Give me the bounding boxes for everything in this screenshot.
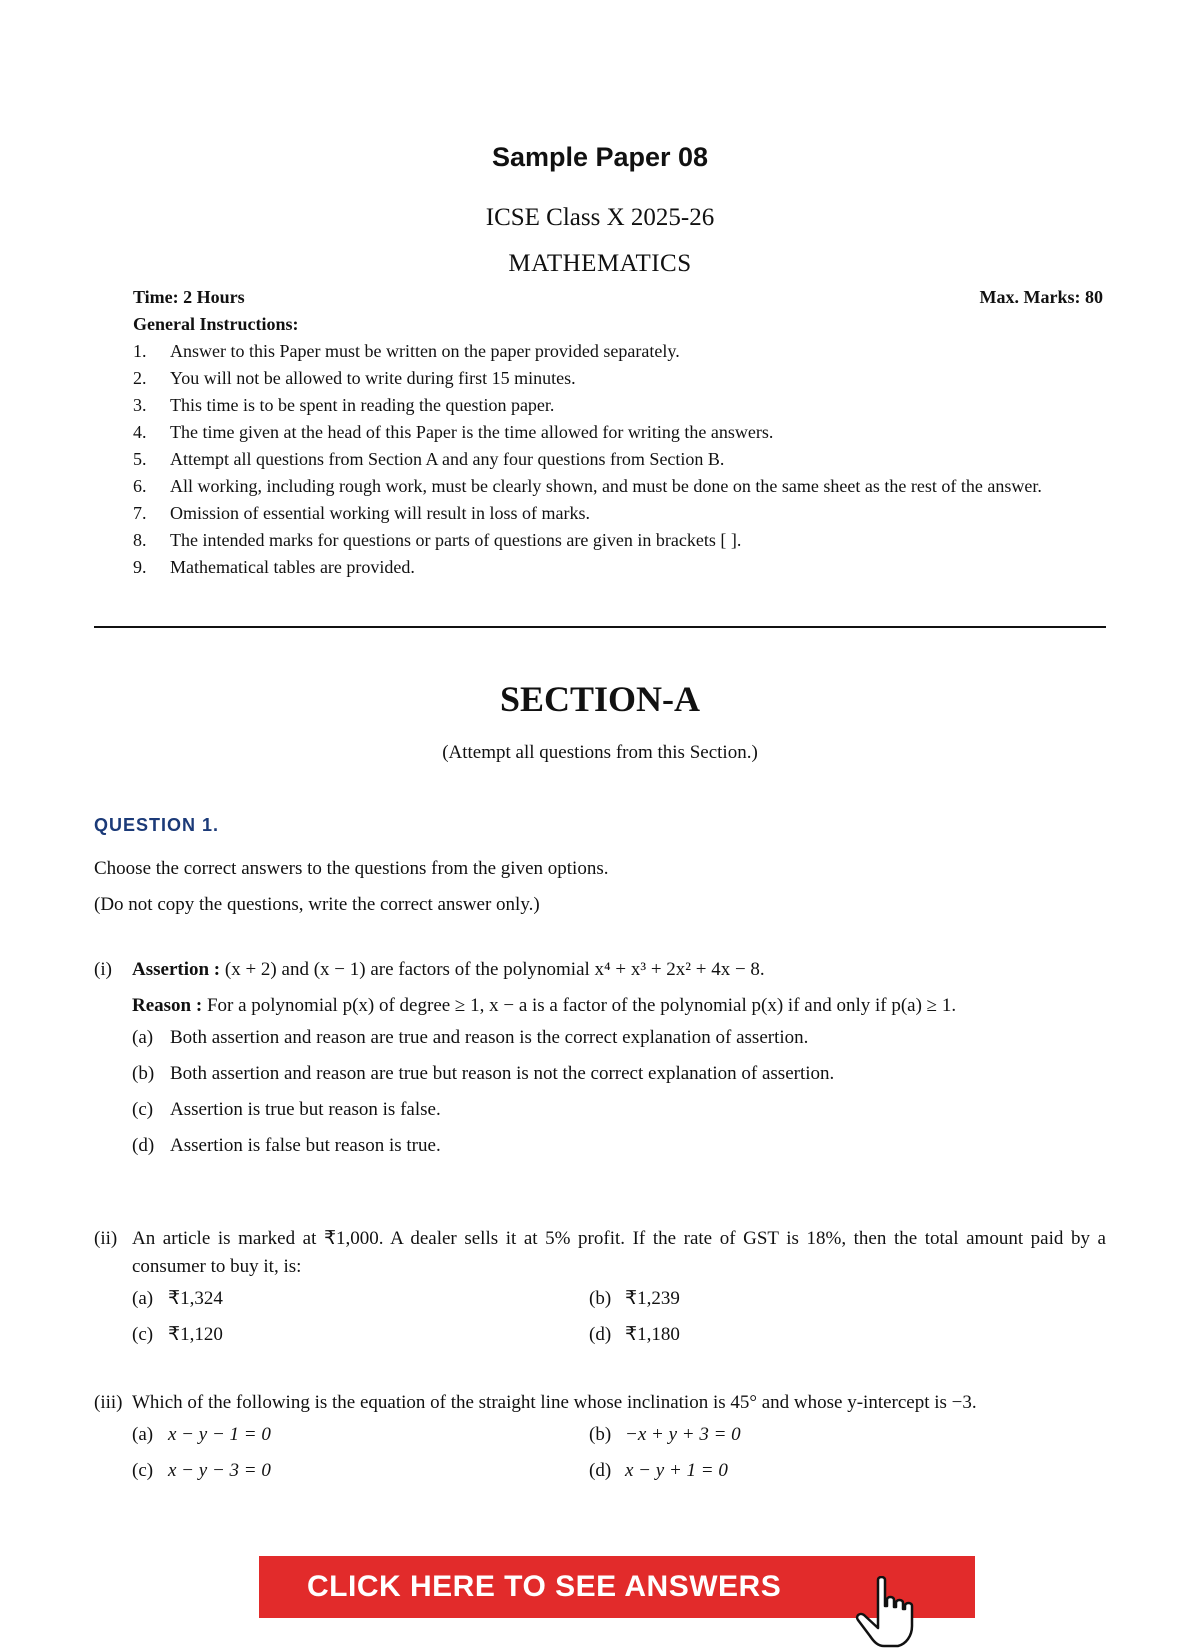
option-list [132, 1281, 1106, 1353]
option: (a) x − y − 1 = 0 [132, 1424, 271, 1445]
time-allowed: Time: 2 Hours [133, 287, 245, 307]
option: (c) ₹1,120 [132, 1324, 223, 1345]
section-subtitle: (Attempt all questions from this Section.) [442, 742, 758, 763]
option-list [132, 1020, 1106, 1164]
question-text: Which of the following is the equation of the straight line whose inclination is 45° and whose y-intercept is −3. [132, 1392, 977, 1413]
question-text: An article is marked at ₹1,000. A dealer sells it at 5% profit. If the rate of GST is 18%, then the total amount paid by a consumer to buy it, is: [132, 1228, 1106, 1277]
pointing-hand-icon[interactable] [848, 1576, 928, 1650]
instruction-item: 9. Mathematical tables are provided. [133, 557, 415, 577]
question-instruction: Choose the correct answers to the questions from the given options. [94, 858, 609, 879]
option: (d) ₹1,180 [589, 1324, 680, 1345]
question-heading: QUESTION 1. [94, 815, 220, 835]
sub-question-number: (iii) [94, 1392, 123, 1413]
instruction-item: 2. You will not be allowed to write during first 15 minutes. [133, 368, 576, 388]
instruction-item: 3. This time is to be spent in reading the question paper. [133, 395, 555, 415]
assertion: Assertion : (x + 2) and (x − 1) are factors of the polynomial x⁴ + x³ + 2x² + 4x − 8. [132, 959, 765, 980]
option: (b) −x + y + 3 = 0 [589, 1424, 741, 1445]
sub-question-number: (ii) [94, 1228, 118, 1249]
class-subtitle: ICSE Class X 2025-26 [485, 204, 715, 231]
max-marks: Max. Marks: 80 [979, 287, 1103, 307]
paper-title: Sample Paper 08 [491, 142, 709, 172]
instruction-item: 4. The time given at the head of this Paper is the time allowed for writing the answers. [133, 422, 774, 442]
exam-meta [133, 287, 1103, 308]
instruction-item: 1. Answer to this Paper must be written on the paper provided separately. [133, 341, 680, 361]
question-note: (Do not copy the questions, write the correct answer only.) [94, 894, 540, 915]
instruction-item: 6. All working, including rough work, must be clearly shown, and must be done on the same sheet as the rest of the answer. [133, 476, 1042, 496]
instruction-item: 7. Omission of essential working will result in loss of marks. [133, 503, 590, 523]
instruction-item: 5. Attempt all questions from Section A and any four questions from Section B. [133, 449, 725, 469]
option: (c) x − y − 3 = 0 [132, 1460, 271, 1481]
see-answers-label: CLICK HERE TO SEE ANSWERS [307, 1570, 782, 1603]
option: (a) Both assertion and reason are true and reason is the correct explanation of assertion. [132, 1027, 809, 1048]
sub-question-iii [94, 1389, 1106, 1489]
option: (c) Assertion is true but reason is false. [132, 1099, 441, 1120]
subject-title: MATHEMATICS [508, 250, 692, 277]
instructions-list [133, 338, 1108, 581]
option: (d) x − y + 1 = 0 [589, 1460, 728, 1481]
reason: Reason : For a polynomial p(x) of degree ≥ 1, x − a is a factor of the polynomial p(x) if and only if p(a) ≥ 1. [132, 995, 957, 1016]
section-divider [94, 626, 1106, 628]
option: (d) Assertion is false but reason is true. [132, 1135, 441, 1156]
option-list [132, 1417, 1106, 1489]
instructions-heading: General Instructions: [133, 314, 299, 334]
option: (b) Both assertion and reason are true but reason is not the correct explanation of assertion. [132, 1063, 835, 1084]
section-title: SECTION-A [499, 679, 701, 719]
sub-question-i [94, 956, 1106, 1164]
option: (b) ₹1,239 [589, 1288, 680, 1309]
sub-question-ii [94, 1225, 1106, 1353]
instruction-item: 8. The intended marks for questions or parts of questions are given in brackets [ ]. [133, 530, 742, 550]
option: (a) ₹1,324 [132, 1288, 223, 1309]
sub-question-number: (i) [94, 959, 112, 980]
